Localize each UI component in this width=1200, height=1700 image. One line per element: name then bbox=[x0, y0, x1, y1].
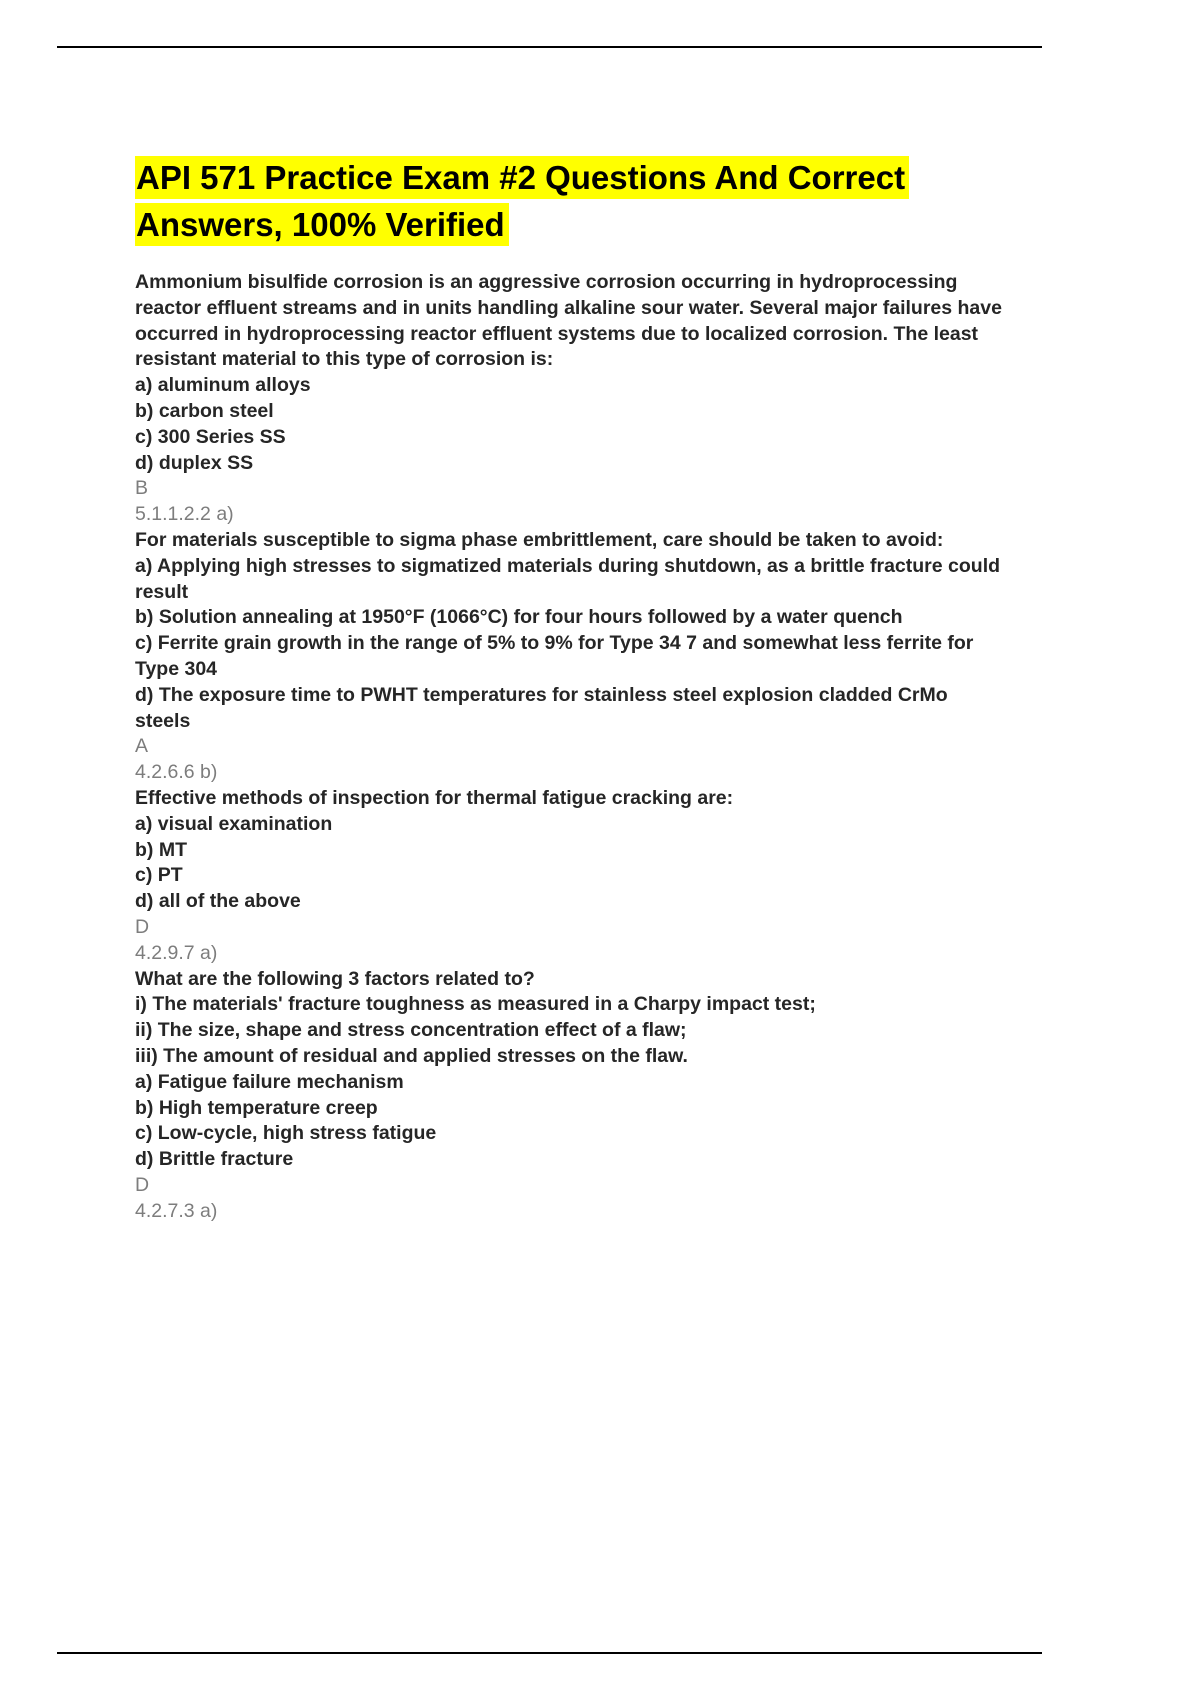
text-line: b) carbon steel bbox=[135, 399, 274, 422]
text-line: D bbox=[135, 915, 150, 938]
title-line-1: API 571 Practice Exam #2 Questions And Correct bbox=[135, 155, 1035, 201]
text-line: a) visual examination bbox=[135, 812, 333, 835]
text-line: d) all of the above bbox=[135, 890, 301, 913]
text-line: a) aluminum alloys bbox=[135, 374, 311, 397]
text-line: D bbox=[135, 1173, 150, 1196]
text-line: Ammonium bisulfide corrosion is an aggressive corrosion occurring in hydroprocessing reactor effluent streams and in units handling alkaline sour water. Several major failures have occurred in hydroprocessing reactor effluent systems due to localized corrosion. The least resistant material to this type of corrosion is: bbox=[135, 271, 1002, 371]
text-line: What are the following 3 factors related to? bbox=[135, 967, 535, 990]
document-title bbox=[135, 155, 1035, 249]
text-line: c) Low-cycle, high stress fatigue bbox=[135, 1122, 437, 1145]
text-line: For materials susceptible to sigma phase embrittlement, care should be taken to avoid: bbox=[135, 528, 944, 551]
text-line: i) The materials' fracture toughness as measured in a Charpy impact test; bbox=[135, 993, 816, 1016]
bottom-rule bbox=[57, 1652, 1042, 1654]
text-line: ii) The size, shape and stress concentration effect of a flaw; bbox=[135, 1019, 687, 1042]
text-line: 4.2.6.6 b) bbox=[135, 761, 218, 784]
title-line-2: Answers, 100% Verified bbox=[135, 202, 1035, 248]
text-line: a) Applying high stresses to sigmatized materials during shutdown, as a brittle fracture could result bbox=[135, 554, 1001, 603]
text-line: 4.2.9.7 a) bbox=[135, 941, 218, 964]
text-line: d) Brittle fracture bbox=[135, 1148, 294, 1171]
text-line: B bbox=[135, 477, 149, 500]
text-line: iii) The amount of residual and applied stresses on the flaw. bbox=[135, 1044, 688, 1067]
text-line: d) The exposure time to PWHT temperatures for stainless steel explosion cladded CrMo steels bbox=[135, 683, 948, 732]
text-line: b) High temperature creep bbox=[135, 1096, 378, 1119]
text-line: A bbox=[135, 735, 149, 758]
document-body bbox=[135, 270, 1007, 1224]
text-line: Effective methods of inspection for thermal fatigue cracking are: bbox=[135, 786, 734, 809]
text-line: 5.1.1.2.2 a) bbox=[135, 503, 234, 526]
text-line: d) duplex SS bbox=[135, 451, 254, 474]
text-line: c) Ferrite grain growth in the range of 5% to 9% for Type 34 7 and somewhat less ferrite for Type 304 bbox=[135, 632, 974, 680]
text-line: b) MT bbox=[135, 838, 187, 861]
top-rule bbox=[57, 46, 1042, 48]
text-line: 4.2.7.3 a) bbox=[135, 1199, 218, 1222]
text-line: c) 300 Series SS bbox=[135, 425, 286, 448]
text-line: a) Fatigue failure mechanism bbox=[135, 1070, 404, 1093]
text-line: c) PT bbox=[135, 864, 183, 887]
text-line: b) Solution annealing at 1950°F (1066°C) for four hours followed by a water quench bbox=[135, 606, 903, 629]
